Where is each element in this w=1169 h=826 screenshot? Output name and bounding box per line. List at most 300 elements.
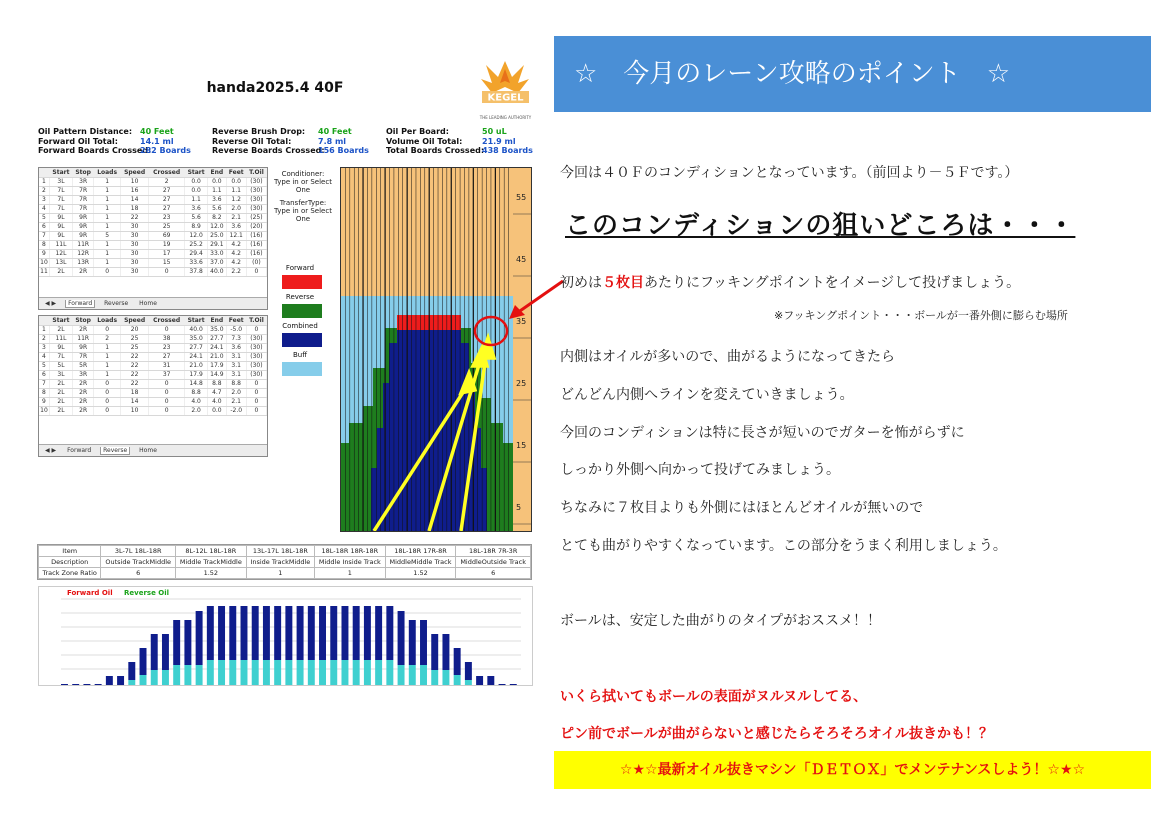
header-cell: Crossed [149,316,185,325]
table-cell[interactable]: 1 [94,177,121,186]
table-cell[interactable]: 0 [149,406,185,415]
stat-label: Reverse Oil Total: [212,136,292,146]
table-cell[interactable]: 27 [149,195,185,204]
tab-reverse[interactable]: Reverse [100,447,130,455]
reverse-bar [442,670,449,685]
table-cell[interactable]: 30 [120,240,148,249]
table-cell[interactable]: 14.8 [185,379,208,388]
table-cell[interactable]: 0 [94,379,121,388]
table-cell[interactable]: 14 [120,195,148,204]
table-cell[interactable]: 5 [94,231,121,240]
forward-table [38,167,268,310]
legend-label: Buff [292,351,308,359]
table-cell[interactable]: 12L [49,249,72,258]
red-warning-1: いくら拭いてもボールの表面がヌルヌルしてる、 [560,689,868,705]
reverse-bar [319,660,326,685]
table-cell[interactable]: 0 [149,388,185,397]
forward-bar [263,606,270,660]
stat-value: 282 Boards [140,146,191,155]
table-row [39,406,267,415]
table-cell[interactable]: 35.0 [208,325,226,334]
table-cell[interactable]: 1 [94,370,121,379]
table-cell[interactable]: 17 [149,249,185,258]
table-cell[interactable]: 9L [49,231,72,240]
table-cell[interactable]: 7R [73,186,94,195]
table-cell[interactable]: 18 [120,204,148,213]
table-cell[interactable]: 1 [39,325,49,334]
table-cell[interactable]: 1 [94,222,121,231]
table-cell[interactable]: 33.6 [185,258,208,267]
reverse-bar [398,665,405,685]
table-cell[interactable]: 22 [120,379,148,388]
table-cell[interactable]: 1.1 [185,195,208,204]
table-cell[interactable]: 6 [39,222,49,231]
table-cell[interactable]: (25) [246,213,266,222]
header-cell: Feet [226,168,246,177]
table-row [39,204,267,213]
legend-swatch-combined [282,333,322,347]
table-cell[interactable]: 3.6 [226,343,246,352]
table-cell[interactable]: 2 [149,177,185,186]
table-cell[interactable]: 0 [246,325,266,334]
forward-bar [196,611,203,665]
sheet-nav-icon[interactable]: ◀ ▶ [45,300,57,307]
table-cell[interactable]: 2.0 [226,388,246,397]
legend-swatch-reverse [282,304,322,318]
table-cell[interactable]: 27 [149,204,185,213]
table-cell[interactable]: 27 [149,186,185,195]
table-row [39,361,267,370]
table-cell[interactable]: 2R [73,379,94,388]
table-cell[interactable]: 8.8 [208,379,226,388]
table-cell[interactable]: 0 [94,267,121,276]
zone-cell: 3L-7L 18L-18R [101,546,176,557]
table-cell[interactable]: 40.0 [185,325,208,334]
table-cell[interactable]: 17.9 [185,370,208,379]
forward-bar [386,606,393,660]
para-line: どんどん内側へラインを変えていきましょう。 [560,387,854,403]
para-line: 今回のコンディションは特に長さが短いのでガターを怖がらずに [560,425,965,441]
header-cell: Start [49,168,72,177]
table-cell[interactable]: 2 [39,334,49,343]
header-cell [39,168,49,177]
table-cell[interactable]: 5 [39,361,49,370]
forward-bar [241,606,248,660]
header-cell: Loads [94,168,121,177]
reverse-bar [151,670,158,685]
table-cell[interactable]: 2L [49,406,72,415]
para-line: 内側はオイルが多いので、曲がるようになってきたら [560,349,896,365]
table-cell[interactable]: 2R [73,406,94,415]
table-cell[interactable]: 1 [94,195,121,204]
text-part: 初めは [560,275,602,291]
table-cell[interactable]: 8.8 [185,388,208,397]
table-cell[interactable]: 35.0 [185,334,208,343]
table-cell[interactable]: 0 [149,325,185,334]
table-cell[interactable]: 18 [120,388,148,397]
table-cell[interactable]: 69 [149,231,185,240]
table-cell[interactable]: 21.0 [185,361,208,370]
table-cell[interactable]: 3L [49,370,72,379]
table-cell[interactable]: (20) [246,222,266,231]
table-row [39,379,267,388]
table-cell[interactable]: 0.0 [226,177,246,186]
zone-row [39,568,531,579]
table-cell[interactable]: 22 [120,213,148,222]
forward-bar [117,676,124,685]
forward-bar [184,620,191,665]
table-cell[interactable]: 7 [39,231,49,240]
table-cell[interactable]: 38 [149,334,185,343]
forward-bar [285,606,292,660]
table-cell[interactable]: 30 [120,249,148,258]
table-cell[interactable]: 11R [73,334,94,343]
table-cell[interactable]: 24.1 [185,352,208,361]
table-cell[interactable]: 33.0 [208,249,226,258]
empty-bar [95,684,102,685]
table-cell[interactable]: 0 [94,325,121,334]
reverse-bar [241,660,248,685]
table-cell[interactable]: 0 [246,397,266,406]
banner-title: ☆ 今月のレーン攻略のポイント ☆ [554,36,1151,112]
lane-graph-svg [341,168,531,531]
table-cell[interactable]: 2L [49,379,72,388]
table-cell[interactable]: 7L [49,195,72,204]
table-cell[interactable]: (30) [246,352,266,361]
forward-bar [375,606,382,660]
table-cell[interactable]: 9 [39,249,49,258]
table-cell[interactable]: 2 [39,186,49,195]
tab-forward[interactable]: Forward [67,447,92,454]
sheet-nav-icon[interactable]: ◀ ▶ [45,447,57,454]
table-cell[interactable]: 11 [40,268,48,275]
table-row [39,249,267,258]
forward-bar [398,611,405,665]
table-cell[interactable]: 16 [120,186,148,195]
table-cell[interactable]: 8.2 [208,213,226,222]
table-cell[interactable]: 30 [120,258,148,267]
table-cell[interactable]: (16) [246,240,266,249]
table-cell[interactable]: 10 [120,177,148,186]
empty-bar [83,684,90,685]
table-cell[interactable]: 7L [49,352,72,361]
zone-cell: 1 [246,568,314,579]
table-cell[interactable]: 0 [94,406,121,415]
table-cell[interactable]: 1 [94,204,121,213]
table-cell[interactable]: 30 [120,231,148,240]
stat-value: 7.8 ml [318,136,347,146]
forward-bar [252,606,259,660]
table-cell[interactable]: 1 [94,186,121,195]
table-cell[interactable]: 40.0 [208,267,226,276]
table-cell[interactable]: 1 [94,343,121,352]
table-cell[interactable]: 12R [73,249,94,258]
table-cell[interactable]: 0 [149,379,185,388]
table-cell[interactable]: 2.0 [226,204,246,213]
header-cell: End [208,316,226,325]
table-cell[interactable]: 8.9 [185,222,208,231]
table-cell[interactable]: (30) [246,370,266,379]
table-cell[interactable]: 2.1 [226,213,246,222]
table-cell[interactable]: 2 [94,334,121,343]
table-cell[interactable]: 9L [49,222,72,231]
table-cell[interactable]: 20 [120,325,148,334]
table-cell[interactable]: 5.6 [185,213,208,222]
logo-text: KEGEL [487,92,524,104]
table-cell[interactable]: 3L [49,177,72,186]
table-cell[interactable]: 2R [73,325,94,334]
table-cell[interactable]: 7L [49,186,72,195]
tab-home[interactable]: Home [139,300,157,307]
table-cell[interactable]: 2R [73,267,94,276]
table-cell[interactable]: 25 [120,343,148,352]
table-cell[interactable]: 4 [39,352,49,361]
table-cell[interactable]: 1 [94,352,121,361]
table-cell[interactable]: 25 [120,334,148,343]
table-cell[interactable]: 1 [94,249,121,258]
table-cell[interactable]: 22 [120,352,148,361]
stat-value: 14.1 ml [140,136,174,146]
table-cell[interactable]: 5L [49,361,72,370]
table-cell[interactable]: 3R [73,177,94,186]
table-cell[interactable]: 3 [39,343,49,352]
table-cell[interactable]: 1.1 [226,186,246,195]
reverse-bar [128,680,135,685]
table-cell[interactable]: 0 [149,267,185,276]
table-cell[interactable]: 2L [49,397,72,406]
table-cell[interactable]: 31 [149,361,185,370]
table-cell[interactable]: 2L [49,325,72,334]
zone-cell: Description [39,557,101,568]
zone-cell: Outside TrackMiddle [101,557,176,568]
table-cell[interactable]: 7R [73,204,94,213]
table-cell[interactable]: (0) [246,258,266,267]
table-cell[interactable]: 15 [149,258,185,267]
header-cell: Loads [94,316,121,325]
table-cell[interactable]: 12.0 [185,231,208,240]
table-cell[interactable]: 4.7 [208,388,226,397]
table-cell[interactable]: 4.0 [208,397,226,406]
table-cell[interactable]: 7L [49,204,72,213]
table-cell[interactable]: (16) [246,231,266,240]
detox-banner: ☆★☆最新オイル抜きマシン「ＤＥＴＯＸ」でメンテナンスしよう！☆★☆ [554,751,1151,789]
table-cell[interactable]: (30) [246,195,266,204]
table-cell[interactable]: 8.8 [226,379,246,388]
table-cell[interactable]: 11R [73,240,94,249]
table-cell[interactable]: 0.0 [208,177,226,186]
table-cell[interactable]: 4.0 [185,397,208,406]
table-cell[interactable]: 25.0 [208,231,226,240]
table-cell[interactable]: 2.2 [226,267,246,276]
table-cell[interactable]: 13R [73,258,94,267]
table-cell[interactable]: 25 [149,222,185,231]
table-cell[interactable]: 1 [39,177,49,186]
reverse-bar [341,660,348,685]
table-cell[interactable]: 19 [149,240,185,249]
table-cell[interactable]: 3.1 [226,370,246,379]
table-cell[interactable]: 4.2 [226,258,246,267]
table-cell[interactable]: 37 [149,370,185,379]
table-cell[interactable]: 11L [49,240,72,249]
table-cell[interactable]: 3.1 [226,361,246,370]
table-cell[interactable]: 27.7 [185,343,208,352]
reverse-bar [140,675,147,685]
table-cell[interactable]: 1.2 [226,195,246,204]
table-cell[interactable]: (30) [246,343,266,352]
table-cell[interactable]: 14.9 [208,370,226,379]
table-cell[interactable]: 9R [73,231,94,240]
reverse-bar [386,660,393,685]
table-cell[interactable]: 3 [39,195,49,204]
table-cell[interactable]: 30 [120,267,148,276]
table-cell[interactable]: 14 [120,397,148,406]
table-cell[interactable]: 2.0 [185,406,208,415]
hooking-point-line [560,272,1020,292]
table-cell[interactable]: 8 [39,240,49,249]
oil-bar-graph [38,586,533,686]
table-cell[interactable]: 17.9 [208,361,226,370]
table-cell[interactable]: 29.4 [185,249,208,258]
table-cell[interactable]: 9R [73,213,94,222]
table-cell[interactable]: 7R [73,352,94,361]
table-cell[interactable]: 0 [246,379,266,388]
forward-bar [341,606,348,660]
table-cell[interactable]: 7R [73,195,94,204]
stat-label: Oil Pattern Distance: [38,127,133,136]
table-cell[interactable]: 5R [73,361,94,370]
table-cell[interactable]: 37.0 [208,258,226,267]
table-cell[interactable]: 1 [94,361,121,370]
table-cell[interactable]: 4.2 [226,240,246,249]
table-cell[interactable]: 0.0 [185,177,208,186]
table-cell[interactable]: 0 [94,397,121,406]
table-cell[interactable]: 2L [49,267,72,276]
table-cell[interactable]: 7.3 [226,334,246,343]
table-cell[interactable]: 0 [149,397,185,406]
table-cell[interactable]: 7 [39,379,49,388]
table-cell[interactable]: 1 [94,240,121,249]
table-cell[interactable]: 9R [73,343,94,352]
tab-forward[interactable]: Forward [65,300,95,308]
table-cell[interactable]: 27 [149,352,185,361]
table-cell[interactable]: 24.1 [208,343,226,352]
table-cell[interactable]: -5.0 [226,325,246,334]
zone-cell: MiddleOutside Track [456,557,531,568]
feet-label: 15 [516,441,527,450]
table-cell[interactable]: 0 [246,406,266,415]
table-cell[interactable]: 23 [149,213,185,222]
table-cell[interactable]: 3.6 [208,195,226,204]
table-cell[interactable]: 6 [39,370,49,379]
table-cell[interactable]: 5.6 [208,204,226,213]
table-cell[interactable]: 2L [49,388,72,397]
zone-cell: 18L-18R 7R-3R [456,546,531,557]
table-cell[interactable]: 1 [94,213,121,222]
stat-value: 21.9 ml [482,136,516,146]
table-cell[interactable]: 0.0 [185,186,208,195]
table-cell[interactable]: 10 [40,407,48,414]
forward-bar [274,606,281,660]
table-cell[interactable]: 2R [73,388,94,397]
table-cell[interactable]: 11L [49,334,72,343]
table-cell[interactable]: 21.0 [208,352,226,361]
table-cell[interactable]: 22 [120,370,148,379]
reverse-bar [196,665,203,685]
table-cell[interactable]: 4 [39,204,49,213]
table-cell[interactable]: 0 [246,267,266,276]
table-cell[interactable]: 30 [120,222,148,231]
table-cell[interactable]: 3.6 [226,222,246,231]
table-cell[interactable]: (30) [246,186,266,195]
tab-home[interactable]: Home [139,447,157,454]
table-row [39,397,267,406]
table-cell[interactable]: 1.1 [208,186,226,195]
table-cell[interactable]: 0 [246,388,266,397]
table-cell[interactable]: (30) [246,204,266,213]
table-cell[interactable]: 9R [73,222,94,231]
pattern-title: handa2025.4 40F [206,80,344,96]
forward-bar [420,620,427,665]
table-row [39,258,267,267]
table-cell[interactable]: 10 [40,259,48,266]
reverse-bar [353,660,360,685]
table-cell[interactable]: 29.1 [208,240,226,249]
header-cell: Start [185,168,208,177]
table-cell[interactable]: 9 [39,397,49,406]
tab-reverse[interactable]: Reverse [104,300,129,307]
table-cell[interactable]: 37.8 [185,267,208,276]
table-cell[interactable]: 12.0 [208,222,226,231]
table-cell[interactable]: (30) [246,334,266,343]
table-cell[interactable]: 27.7 [208,334,226,343]
reverse-bar [465,680,472,685]
stat-value: 156 Boards [318,146,369,155]
zone-cell: Middle Inside Track [315,557,386,568]
table-cell[interactable]: 23 [149,343,185,352]
reverse-bar [420,665,427,685]
table-cell[interactable]: 25.2 [185,240,208,249]
table-cell[interactable]: -2.0 [226,406,246,415]
table-cell[interactable]: 3R [73,370,94,379]
table-cell[interactable]: 9L [49,213,72,222]
conditioner-line: TransferType: [279,199,327,207]
table-cell[interactable]: 3.6 [185,204,208,213]
table-cell[interactable]: 22 [120,361,148,370]
table-cell[interactable]: 9L [49,343,72,352]
table-cell[interactable]: 1 [94,258,121,267]
table-cell[interactable]: 2.1 [226,397,246,406]
table-cell[interactable]: 12.1 [226,231,246,240]
table-cell[interactable]: 8 [39,388,49,397]
table-cell[interactable]: 5 [39,213,49,222]
table-cell[interactable]: 0.0 [208,406,226,415]
zone-cell: 8L-12L 18L-18R [176,546,247,557]
table-cell[interactable]: 2R [73,397,94,406]
zone-cell: 1.52 [385,568,456,579]
forward-grid [39,168,267,277]
table-cell[interactable]: (30) [246,177,266,186]
table-cell[interactable]: (16) [246,249,266,258]
table-cell[interactable]: 0 [94,388,121,397]
table-cell[interactable]: 13L [49,258,72,267]
table-row [39,267,267,276]
table-cell[interactable]: 10 [120,406,148,415]
table-cell[interactable]: (30) [246,361,266,370]
reverse-table [38,315,268,457]
table-cell[interactable]: 3.1 [226,352,246,361]
header-cell: Stop [73,168,94,177]
table-cell[interactable]: 4.2 [226,249,246,258]
